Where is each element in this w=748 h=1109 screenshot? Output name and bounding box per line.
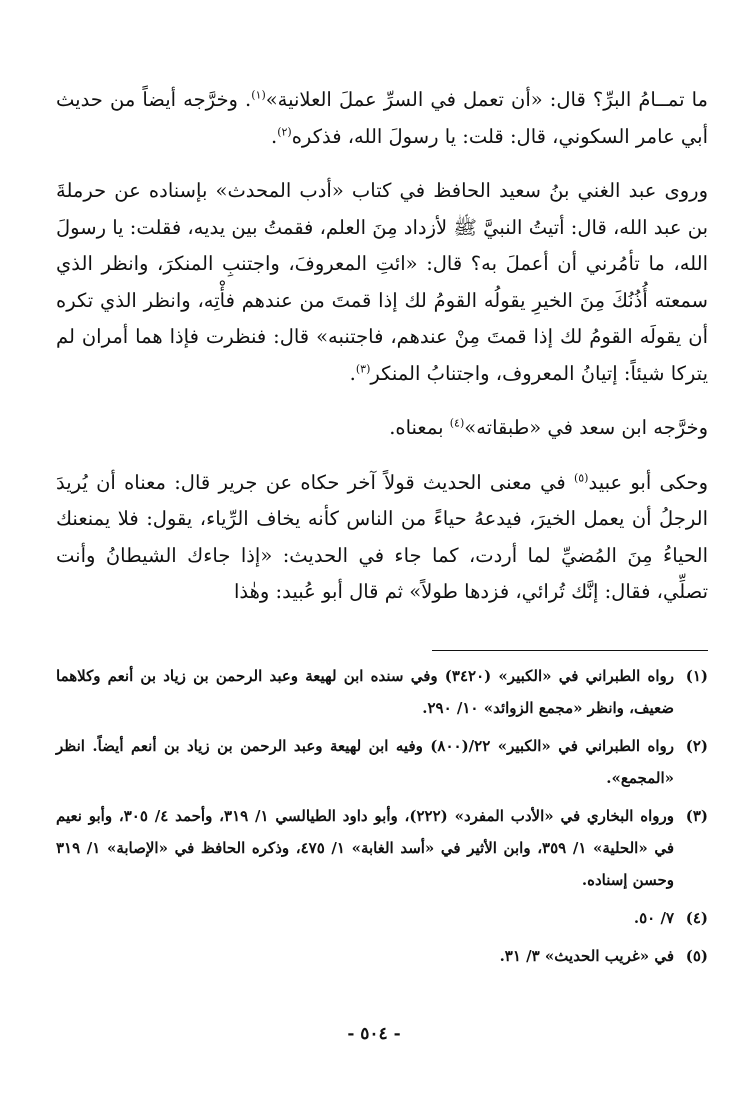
main-text: [56, 82, 708, 629]
footnote-number-2: (٢): [685, 737, 708, 755]
paragraph-1-text-b: . وخرَّجه أيضاً من حديث أبي عامر السكوني، قال: قلت: يا رسولَ الله، فذكره: [56, 88, 708, 148]
footnotes: [56, 660, 708, 978]
paragraph-4: [56, 465, 708, 611]
footnote-text-5: في «غريب الحديث» ٣/ ٣١.: [499, 947, 674, 965]
footnote-5: [56, 940, 708, 972]
paragraph-2-text-b: .: [349, 361, 356, 385]
paragraph-1-text-c: .: [271, 124, 278, 148]
paragraph-4-text-b: في معنى الحديث قولاً آخر حكاه عن جرير قال: معناه أن يُريدَ الرجلُ أن يعمل الخيرَ، فيدعهُ حياءً من الناس كأنه يخاف الرِّياء، يقول: فلا يمنعنك الحياءُ مِنَ المُضيِّ لما أردت، كما جاء في الحديث: «إذا جاءك الشيطانُ وأنت تصلِّي، فقال: إنَّك تُرائي، فزدها طولاً» ثم قال أبو عُبيد: وهٰذا: [56, 470, 708, 603]
footnote-2: [56, 730, 708, 794]
paragraph-3: [56, 410, 708, 447]
footnote-number-3: (٣): [685, 807, 708, 825]
paragraph-3-text-b: بمعناه.: [389, 416, 450, 439]
footnote-1: [56, 660, 708, 724]
footnote-number-5: (٥): [685, 947, 708, 965]
footnote-ref-4[interactable]: (٤): [449, 416, 465, 430]
paragraph-4-text-a: وحكى أبو عبيد: [588, 470, 708, 494]
paragraph-2-text-a: وروى عبد الغني بنُ سعيد الحافظ في كتاب «أدب المحدث» بإسناده عن حرملةَ بن عبد الله، قال: أتيتُ النبيَّ ﷺ لأزداد مِنَ العلم، فقمتُ بين يديه، فقلت: يا رسولَ الله، ما تأمُرني أن أعملَ به؟ قال: «ائتِ المعروفَ، واجتنبِ المنكرَ، وانظر الذي سمعته أُذُنُكَ مِنَ الخيرِ يقولُه القومُ لك إذا قمتَ من عندهم فأْتِه، وانظر الذي تكره أن يقولَه القومُ لك إذا قمتَ مِنْ عندهم، فاجتنبه» قال: فنظرت فإذا هما أمران لم يتركا شيئاً: إتيانُ المعروف، واجتنابُ المنكر: [56, 179, 708, 385]
footnote-text-1: رواه الطبراني في «الكبير» (٣٤٢٠) وفي سنده ابن لهيعة وعبد الرحمن بن زياد بن أنعم وكلاهما ضعيف، وانظر «مجمع الزوائد» ١٠/ ٢٩٠.: [56, 667, 674, 717]
footnote-ref-2[interactable]: (٢): [277, 125, 292, 138]
footnote-separator: [432, 650, 708, 651]
paragraph-1-text-a: ما تمــامُ البرِّ؟ قال: «أن تعمل في السرِّ عملَ العلانية»: [265, 88, 708, 111]
footnote-ref-5[interactable]: (٥): [573, 471, 589, 484]
footnote-text-4: ٧/ ٥٠.: [633, 909, 674, 927]
footnote-text-2: رواه الطبراني في «الكبير» ٢٢/(٨٠٠) وفيه ابن لهيعة وعبد الرحمن بن زياد بن أنعم أيضاً. انظر «المجمع».: [56, 737, 674, 787]
footnote-number-1: (١): [685, 667, 708, 685]
page-number: - ٥٠٤ -: [347, 1024, 401, 1044]
footnote-ref-3[interactable]: (٣): [355, 362, 371, 375]
footnote-ref-1[interactable]: (١): [251, 88, 266, 102]
paragraph-1: [56, 82, 708, 155]
footnote-text-3: ورواه البخاري في «الأدب المفرد» (٢٢٢)، وأبو داود الطيالسي ١/ ٣١٩، وأحمد ٤/ ٣٠٥، وأبو نعيم في «الحلية» ١/ ٣٥٩، وابن الأثير في «أسد الغابة» ١/ ٤٧٥، وذكره الحافظ في «الإصابة» ١/ ٣١٩ وحسن إسناده.: [56, 807, 675, 889]
footnote-4: [56, 902, 708, 934]
footnote-number-4: (٤): [685, 909, 708, 927]
paragraph-2: [56, 173, 708, 392]
footnote-3: [56, 800, 708, 896]
paragraph-3-text-a: وخرَّجه ابن سعد في «طبقاته»: [464, 416, 708, 439]
